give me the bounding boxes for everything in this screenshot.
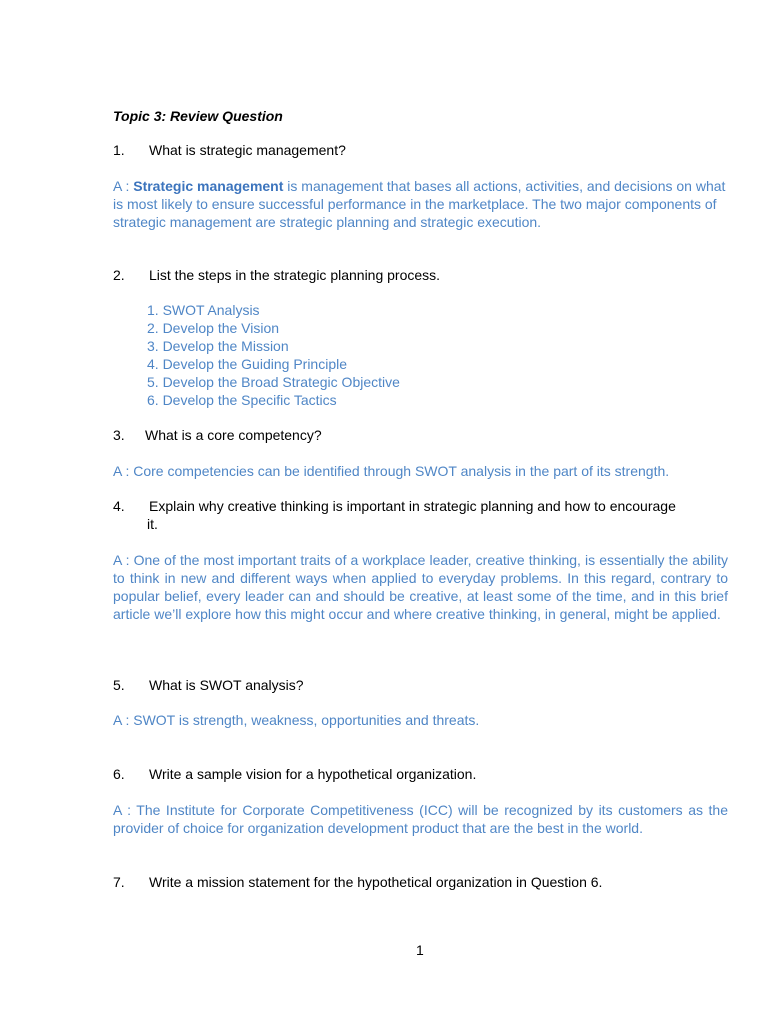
question-6	[113, 765, 476, 783]
question-7	[113, 873, 602, 891]
question-number: 4.	[113, 498, 125, 514]
list-item: 1. SWOT Analysis	[147, 302, 260, 318]
answer-keyword: Strategic management	[133, 178, 284, 194]
list-item: 6. Develop the Specific Tactics	[147, 392, 337, 408]
question-4	[113, 497, 733, 533]
question-2	[113, 266, 440, 284]
page-title: Topic 3: Review Question	[113, 108, 283, 124]
question-text: List the steps in the strategic planning process.	[149, 267, 441, 283]
question-text: Write a sample vision for a hypothetical organization.	[149, 766, 477, 782]
question-text: What is SWOT analysis?	[149, 677, 304, 693]
page-number: 1	[416, 942, 424, 958]
answer-4: A : One of the most important traits of a workplace leader, creative thinking, is essentially the ability to think in new and different ways when applied to everyday problems. In this regard, contrary to popular belief, every leader can and should be creative, at least some of the time, and in this brief article we’ll explore how this might occur and where creative thinking, in general, might be applied.	[113, 552, 728, 622]
question-number: 5.	[113, 677, 125, 693]
question-number: 3.	[113, 427, 125, 443]
answer-6: A : The Institute for Corporate Competitiveness (ICC) will be recognized by its customers as the provider of choice for organization development product that are the best in the world.	[113, 802, 728, 836]
question-text: What is a core competency?	[145, 427, 322, 443]
question-text: Explain why creative thinking is important in strategic planning and how to encourage	[149, 498, 676, 514]
question-5	[113, 676, 304, 694]
question-text-continued: it.	[147, 516, 158, 532]
steps-list	[147, 301, 400, 409]
question-number: 1.	[113, 142, 125, 158]
question-number: 7.	[113, 874, 125, 890]
answer-prefix: A :	[113, 178, 134, 194]
question-text: Write a mission statement for the hypothetical organization in Question 6.	[149, 874, 603, 890]
question-number: 6.	[113, 766, 125, 782]
answer-3: A : Core competencies can be identified through SWOT analysis in the part of its strength.	[113, 463, 670, 479]
question-number: 2.	[113, 267, 125, 283]
list-item: 3. Develop the Mission	[147, 338, 289, 354]
question-1	[113, 141, 346, 159]
list-item: 5. Develop the Broad Strategic Objective	[147, 374, 400, 390]
list-item: 2. Develop the Vision	[147, 320, 280, 336]
question-3	[113, 426, 322, 444]
answer-text: is management that bases all actions, activities, and decisions on what is most likely to ensure successful performance in the marketplace. The two major components of strategic management are strategic planning and strategic execution.	[113, 178, 726, 230]
answer-1	[113, 177, 728, 231]
answer-5: A : SWOT is strength, weakness, opportunities and threats.	[113, 712, 480, 728]
question-text: What is strategic management?	[149, 142, 346, 158]
list-item: 4. Develop the Guiding Principle	[147, 356, 348, 372]
